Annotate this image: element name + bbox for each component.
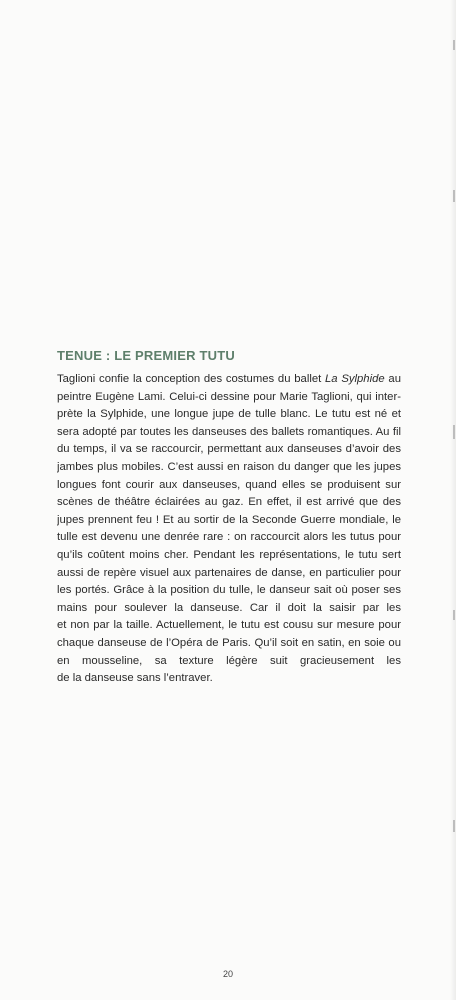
text-line: scènes de théâtre éclairées au gaz. En effet, il est arrivé que des — [57, 496, 401, 509]
page-edge-mark — [453, 40, 455, 50]
text-line: les portés. Grâce à la position du tulle, le danseur sait où poser ses — [57, 584, 401, 597]
ballet-title: La Sylphide — [325, 373, 385, 385]
text-line: longues font courir aux danseuses, quand elles se produisent sur — [57, 478, 401, 491]
page-edge-mark — [453, 820, 455, 832]
text-line: peintre Eugène Lami. Celui-ci dessine pour Marie Taglioni, qui inter- — [57, 390, 401, 403]
text-line: en mousseline, sa texture légère suit gracieusement les — [57, 654, 401, 667]
body-paragraph — [57, 371, 401, 688]
text-line: sera adopté par toutes les danseuses des ballets romantiques. Au fil — [57, 425, 401, 438]
page-number: 20 — [222, 969, 233, 979]
text-line: jupes prennent feu ! Et au sortir de la Seconde Guerre mondiale, le — [57, 513, 401, 526]
text-line: de la danseuse sans l’entraver. — [57, 672, 213, 685]
text-line: mains pour soulever la danseuse. Car il doit la saisir par les — [57, 601, 401, 614]
text-line: et non par la taille. Actuellement, le tutu est cousu sur mesure pour — [57, 619, 401, 632]
text-line: Taglioni confie la conception des costumes du ballet La Sylphide au — [57, 373, 401, 385]
page-edge-mark — [453, 425, 455, 439]
page-edge-mark — [453, 610, 455, 620]
text-line: qu’ils coûtent moins cher. Pendant les représentations, le tutu sert — [57, 548, 401, 561]
text-line: aussi de repère visuel aux partenaires de danse, en particulier pour — [57, 566, 401, 579]
text-line: du temps, il va se raccourcir, permettant aux danseuses d’avoir des — [57, 443, 401, 456]
section-heading: TENUE : LE PREMIER TUTU — [57, 348, 235, 363]
text-section — [57, 347, 401, 688]
text-line: jambes plus mobiles. C’est aussi en raison du danger que les jupes — [57, 460, 401, 473]
text-line: chaque danseuse de l’Opéra de Paris. Qu’il soit en satin, en soie ou — [57, 636, 401, 649]
page-edge-mark — [453, 190, 455, 202]
text-line: tulle est devenu une denrée rare : on raccourcit alors les tutus pour — [57, 531, 401, 544]
page-edge-shadow — [450, 0, 456, 1000]
text-line: prète la Sylphide, une longue jupe de tulle blanc. Le tutu est né et — [57, 408, 401, 421]
